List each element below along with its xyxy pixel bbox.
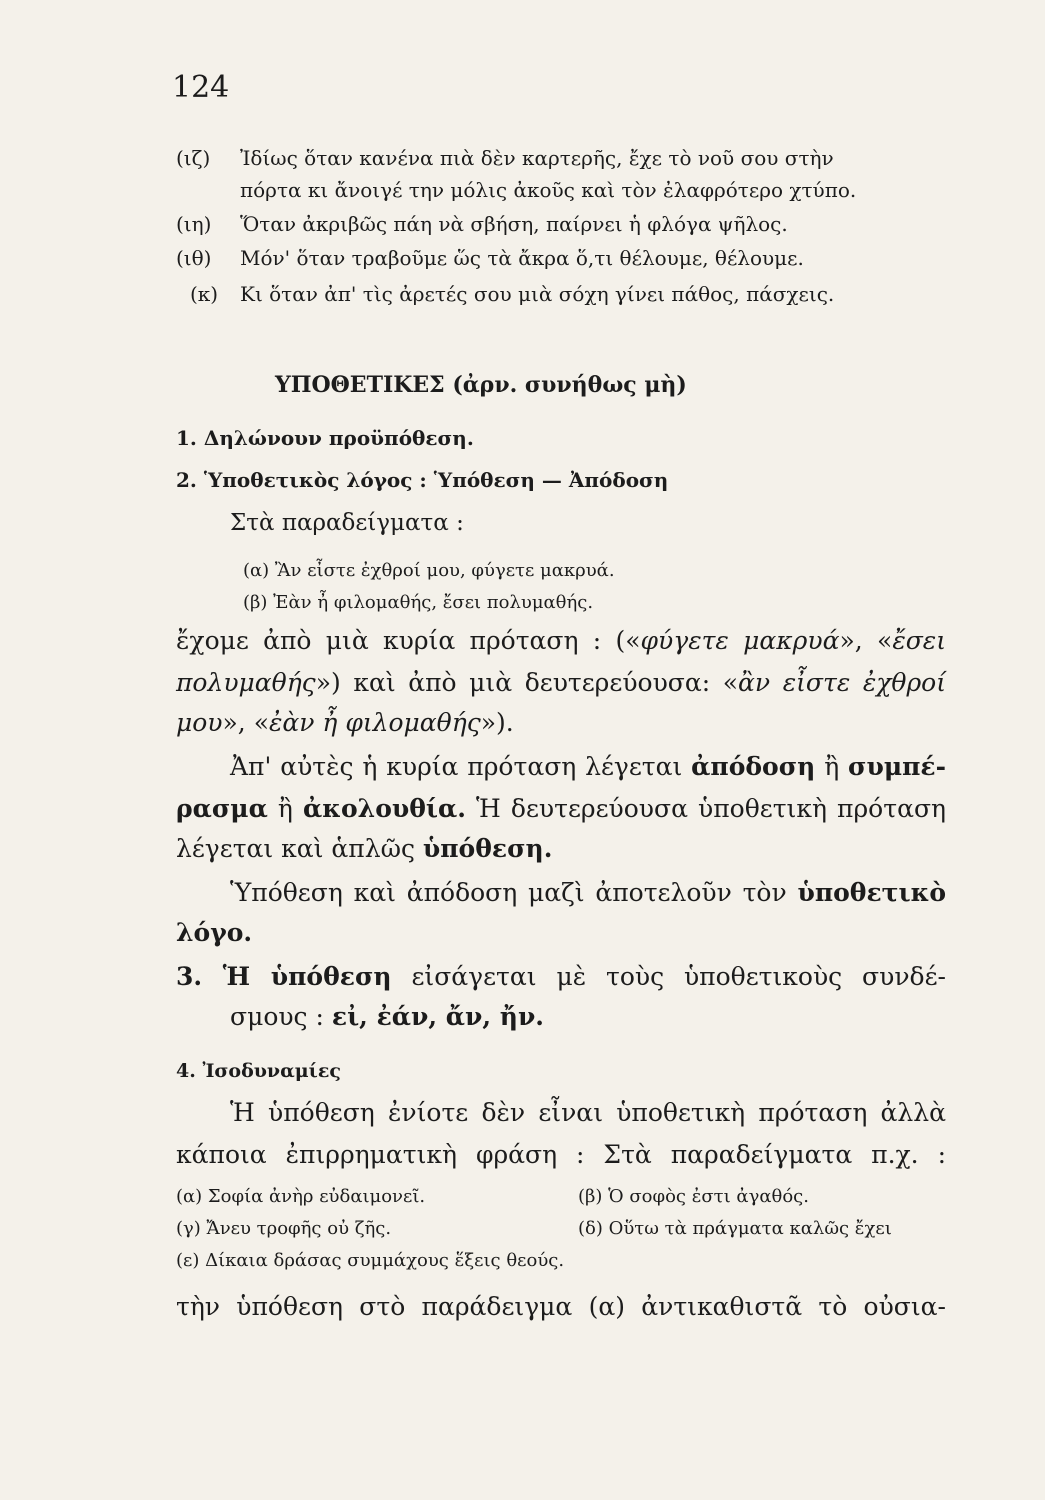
bold-term: ὑποθετικὸ [797, 878, 946, 907]
example-text: πόρτα κι ἄνοιγέ την μόλις ἀκοῦς καὶ τὸν ἐλαφρότερο χτύπο. [240, 178, 857, 202]
paragraph-line [230, 752, 946, 781]
paragraph-line [176, 834, 552, 863]
example-label: (ιθ) [176, 246, 212, 270]
text: »). [480, 708, 514, 737]
section-title: ΥΠΟΘΕΤΙΚΕΣ (ἀρν. συνήθως μὴ) [275, 372, 687, 398]
italic-text: ἐὰν ἦ φιλομαθής [268, 708, 481, 737]
example-beta: (β) Ὁ σοφὸς ἐστι ἀγαθός. [578, 1186, 809, 1207]
italic-text: φύγετε μακρυά [640, 626, 840, 655]
text: Ὑπόθεση καὶ ἀπόδοση μαζὶ ἀποτελοῦν τὸν [230, 878, 798, 907]
example-text: Ἰδίως ὅταν κανένα πιὰ δὲν καρτερῆς, ἔχε τὸ νοῦ σου στὴν [240, 146, 834, 170]
paragraph-line: Ἡ ὑπόθεση ἐνίοτε δὲν εἶναι ὑποθετικὴ πρόταση ἀλλὰ [230, 1098, 946, 1127]
example-alpha: (α) Σοφία ἀνὴρ εὐδαιμονεῖ. [176, 1186, 426, 1207]
example-label: (κ) [190, 282, 219, 306]
bold-term: Ἡ ὑπόθεση [222, 962, 392, 991]
example-text: Ὅταν ἀκριβῶς πάη νὰ σβήση, παίρνει ἡ φλόγα ψῆλος. [240, 212, 788, 236]
example-text: Κι ὅταν ἀπ' τὶς ἀρετές σου μιὰ σόχη γίνει πάθος, πάσχεις. [240, 282, 835, 306]
paragraph-line: κάποια ἐπιρρηματικὴ φράση : Στὰ παραδείγματα π.χ. : [176, 1140, 946, 1169]
text: Ἡ δευτερεύουσα ὑποθετικὴ πρόταση [465, 794, 946, 823]
italic-text: ἂν εἶστε ἐχθροί [738, 668, 947, 697]
text: εἰσάγεται μὲ τοὺς ὑποθετικοὺς συνδέ- [391, 962, 946, 991]
text: Ἀπ' αὐτὲς ἡ κυρία πρόταση λέγεται [230, 752, 692, 781]
bold-term: εἰ, ἐάν, ἄν, ἤν. [331, 1002, 544, 1031]
text: », « [839, 626, 893, 655]
paragraph-line [176, 918, 252, 947]
bold-term: ἀπόδοση [691, 752, 816, 781]
paragraph-line [176, 626, 946, 655]
paragraph-line: τὴν ὑπόθεση στὸ παράδειγμα (α) ἀντικαθιστᾶ τὸ οὐσια- [176, 1292, 946, 1321]
text: », « [222, 708, 269, 737]
text: ») καὶ ἀπὸ μιὰ δευτερεύουσα: « [315, 668, 739, 697]
paragraph-line [176, 794, 946, 823]
paragraph-line [176, 668, 946, 697]
bold-term: ἀκολουθία. [303, 794, 466, 823]
paragraph-line [176, 962, 946, 991]
bold-term: ὑπόθεση. [422, 834, 553, 863]
italic-text: πολυμαθής [176, 668, 316, 697]
item-4: 4. Ἰσοδυναμίες [176, 1060, 341, 1082]
paragraph-line [176, 708, 514, 737]
example-label: (ιζ) [176, 146, 211, 170]
example-epsilon: (ε) Δίκαια δράσας συμμάχους ἕξεις θεούς. [176, 1250, 565, 1271]
paragraph-line [230, 878, 946, 907]
example-text: Μόν' ὅταν τραβοῦμε ὥς τὰ ἄκρα ὅ,τι θέλουμε, θέλουμε. [240, 246, 804, 270]
text: ἔχομε ἀπὸ μιὰ κυρία πρόταση : (« [176, 626, 641, 655]
bold-term: λόγο. [176, 918, 253, 947]
example-a: (α) Ἂν εἶστε ἐχθροί μου, φύγετε μακρυά. [243, 560, 615, 581]
italic-text: μου [176, 708, 223, 737]
bold-term: συμπέ- [848, 752, 946, 781]
item-2: 2. Ὑποθετικὸς λόγος : Ὑπόθεση — Ἀπόδοση [176, 468, 669, 492]
page-number: 124 [172, 70, 230, 105]
text: σμους : [230, 1002, 332, 1031]
example-label: (ιη) [176, 212, 212, 236]
text: λέγεται καὶ ἁπλῶς [176, 834, 423, 863]
example-line [240, 178, 856, 202]
text: ἢ [815, 752, 849, 781]
item-number: 3. [176, 962, 223, 991]
italic-text: ἔσει [892, 626, 947, 655]
intro-text: Στὰ παραδείγματα : [230, 510, 464, 536]
example-gamma: (γ) Ἄνευ τροφῆς οὐ ζῆς. [176, 1218, 392, 1239]
paragraph-line [230, 1002, 544, 1031]
example-delta: (δ) Οὕτω τὰ πράγματα καλῶς ἔχει [578, 1218, 892, 1239]
example-b: (β) Ἐὰν ἦ φιλομαθής, ἔσει πολυμαθής. [243, 592, 594, 613]
bold-term: ρασμα [176, 794, 268, 823]
text: ἢ [267, 794, 304, 823]
item-1: 1. Δηλώνουν προϋπόθεση. [176, 426, 474, 450]
